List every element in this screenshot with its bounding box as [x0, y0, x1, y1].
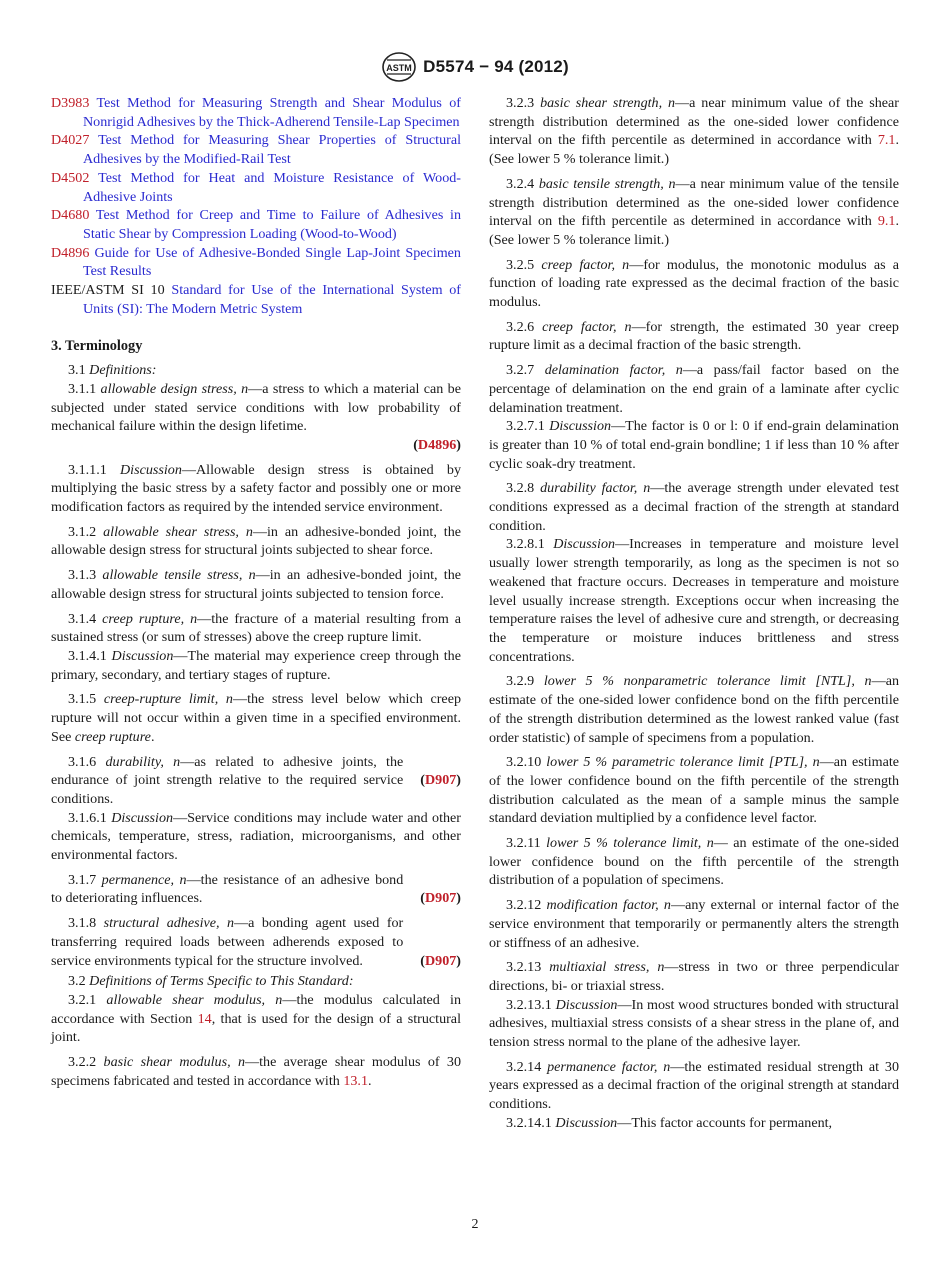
- reference-d3983: [51, 94, 461, 131]
- para-3-2-14-1: 3.2.14.1 Discussion—This factor accounts for permanent,: [506, 1114, 833, 1131]
- document-id: D5574 − 94 (2012): [423, 57, 569, 76]
- astm-logo-icon: [381, 51, 417, 83]
- para-3-2-11: 3.2.11 lower 5 % tolerance limit, n— an estimate of the one-sided lower confidence bound on the fifth percentile of the strength distribution of a population of specimens.: [489, 835, 899, 889]
- para-3-1-2: 3.1.2 allowable shear stress, n—in an adhesive-bonded joint, the allowable design stress for structural joints subjected to shear force.: [51, 523, 462, 559]
- citation-link[interactable]: D907: [424, 952, 457, 969]
- para-3-2-10: 3.2.10 lower 5 % parametric tolerance limit [PTL], n—an estimate of the lower confidence bound on the fifth percentile of the strength distribution calculated as the mean of a sample minus the sample standard deviation multiplied by a confidence level factor.: [489, 754, 899, 827]
- reference-title-link[interactable]: Guide for Use of Adhesive-Bonded Single Lap-Joint Specimen Test Results: [83, 244, 461, 280]
- reference-code-link[interactable]: D4502: [51, 169, 90, 186]
- reference-code-link[interactable]: D4027: [51, 132, 90, 149]
- para-3-1-4-1: 3.1.4.1 Discussion—The material may experience creep through the primary, secondary, and tertiary stages of rupture.: [51, 647, 461, 683]
- section-link[interactable]: 13.1: [343, 1072, 368, 1089]
- para-3-1-1: 3.1.1 allowable design stress, n—a stress to which a material can be subjected under stated service conditions with low probability of mechanical failure within the design lifetime. (D4896): [51, 380, 461, 453]
- para-3-2-4: 3.2.4 basic tensile strength, n—a near minimum value of the tensile strength distribution determined as the one-sided lower confidence interval on the fifth percentile as determined in accordance with 9.1. (See lower 5 % tolerance limit.): [489, 175, 899, 248]
- para-3-2-7: 3.2.7 delamination factor, n—a pass/fail factor based on the percentage of delamination on the end grain of a laminate after cyclic delamination treatment.: [489, 362, 899, 416]
- reference-code-link[interactable]: D4896: [51, 244, 90, 261]
- citation-link[interactable]: D4896: [417, 436, 457, 453]
- para-3-1-5: 3.1.5 creep-rupture limit, n—the stress level below which creep rupture will not occur within a given time in a specified environment. See creep rupture.: [51, 691, 461, 745]
- section-link[interactable]: 9.1: [877, 213, 896, 230]
- para-3-2-12: 3.2.12 modification factor, n—any external or internal factor of the service environment that temporarily or permanently alters the strength or stiffness of an adhesive.: [489, 897, 899, 951]
- para-3-2-1: 3.2.1 allowable shear modulus, n—the modulus calculated in accordance with Section 14, that is used for the design of a structural joint.: [51, 991, 461, 1046]
- para-3-2-8: 3.2.8 durability factor, n—the average strength under elevated test conditions expressed as a decimal fraction of the strength at standard condition.: [489, 480, 900, 534]
- left-column: [51, 94, 461, 1090]
- reference-code: IEEE/ASTM SI 10: [51, 282, 165, 299]
- reference-d4502: [51, 169, 461, 206]
- para-3-2-13: 3.2.13 multiaxial stress, n—stress in two or three perpendicular directions, bi- or triaxial stress.: [489, 959, 900, 994]
- page-number: 2: [471, 1217, 479, 1232]
- para-3-1-8: (D907) 3.1.8 structural adhesive, n—a bonding agent used for transferring required loads between adherends exposed to service environments typical for the structure involved.: [51, 915, 461, 969]
- reference-d4680: [51, 206, 461, 243]
- para-3-2-7-1: 3.2.7.1 Discussion—The factor is 0 or l: 0 if end-grain delamination is greater than 10 % of total end-grain bondline; 1 if less than 10 % after cyclic soak-dry treatment.: [489, 418, 899, 472]
- para-3-1-6-1: 3.1.6.1 Discussion—Service conditions may include water and other chemicals, temperature, stress, radiation, microorganisms, and other environmental factors.: [51, 809, 461, 864]
- reference-d4896: [51, 244, 461, 281]
- citation-link[interactable]: D907: [424, 772, 457, 789]
- para-3-2-2: 3.2.2 basic shear modulus, n—the average shear modulus of 30 specimens fabricated and tested in accordance with 13.1.: [51, 1054, 462, 1089]
- section-heading: 3. Terminology: [51, 338, 143, 355]
- reference-code-link[interactable]: D4680: [51, 207, 90, 224]
- citation-link[interactable]: D907: [424, 890, 457, 907]
- reference-title-link[interactable]: Test Method for Measuring Strength and Shear Modulus of Nonrigid Adhesives by the Thick-Adherend Tensile-Lap Specimen: [83, 95, 461, 130]
- para-3-2-14: 3.2.14 permanence factor, n—the estimated residual strength at 30 years expressed as a decimal fraction of the original strength at standard conditions.: [489, 1058, 899, 1113]
- para-3-2-3: 3.2.3 basic shear strength, n—a near minimum value of the shear strength distribution determined as the one-sided lower confidence interval on the fifth percentile as determined in accordance with 7.1. (See lower 5 % tolerance limit.): [489, 95, 899, 168]
- para-3-2-8-1: 3.2.8.1 Discussion—Increases in temperature and moisture level usually lower strength temporarily, as long as the specimen is not so weakened that fracture occurs. Decreases in temperature and moisture level usually increase strength. Exceptions occur when increasing the temperature raises the level of adhesive cure and strength, or decreasing the temperature or moisture induces brittleness and stress concentrations.: [489, 536, 899, 665]
- reference-code-link[interactable]: D3983: [51, 95, 90, 111]
- para-3-1: 3.1 Definitions:: [68, 362, 157, 379]
- section-link[interactable]: 14: [197, 1010, 212, 1027]
- para-3-2-5: 3.2.5 creep factor, n—for modulus, the monotonic modulus as a function of loading rate expressed as the decimal fraction of the basic modulus.: [489, 256, 899, 311]
- para-3-1-7: (D907) 3.1.7 permanence, n—the resistance of an adhesive bond to deteriorating influences.: [51, 871, 461, 907]
- page-header: [0, 50, 950, 84]
- right-column: [489, 94, 899, 1133]
- reference-title-link[interactable]: Test Method for Measuring Shear Properties of Structural Adhesives by the Modified-Rail Test: [83, 132, 461, 168]
- svg-text:ASTM: ASTM: [386, 63, 412, 73]
- para-3-2-13-1: 3.2.13.1 Discussion—In most wood structures bonded with structural adhesives, multiaxial stress consists of a shear stress in the plane of, and tension stress normal to the plane of the adhesive layer.: [489, 996, 900, 1051]
- reference-title-link[interactable]: Test Method for Heat and Moisture Resistance of Wood-Adhesive Joints: [83, 169, 461, 205]
- reference-si10: [51, 281, 461, 318]
- section-link[interactable]: 7.1: [877, 132, 896, 149]
- para-3-1-4: 3.1.4 creep rupture, n—the fracture of a material resulting from a sustained stress (or sum of stresses) above the creep rupture limit.: [51, 610, 461, 646]
- para-3-1-1-1: 3.1.1.1 Discussion—Allowable design stress is obtained by multiplying the basic stress by a safety factor and possibly one or more modification factors as required by the intended service environment.: [51, 461, 461, 516]
- para-3-2: 3.2 Definitions of Terms Specific to This Standard:: [68, 973, 354, 990]
- reference-title-link[interactable]: Standard for Use of the International System of Units (SI): The Modern Metric System: [83, 282, 461, 317]
- para-3-2-6: 3.2.6 creep factor, n—for strength, the estimated 30 year creep rupture limit as a decimal fraction of the basic strength.: [489, 318, 899, 354]
- para-3-1-6: (D907) 3.1.6 durability, n—as related to adhesive joints, the endurance of joint strength relative to the required service conditions.: [51, 753, 461, 807]
- para-3-1-3: 3.1.3 allowable tensile stress, n—in an adhesive-bonded joint, the allowable design stress for structural joints subjected to tension force.: [51, 567, 462, 602]
- reference-d4027: [51, 131, 461, 168]
- reference-title-link[interactable]: Test Method for Creep and Time to Failure of Adhesives in Static Shear by Compression Loading (Wood-to-Wood): [83, 207, 461, 242]
- para-3-2-9: 3.2.9 lower 5 % nonparametric tolerance limit [NTL], n—an estimate of the one-sided lower confidence bond on the fifth percentile of the strength distribution determined as the lowest ranked value (fast order statistic) of sample of specimens from a population.: [489, 673, 899, 746]
